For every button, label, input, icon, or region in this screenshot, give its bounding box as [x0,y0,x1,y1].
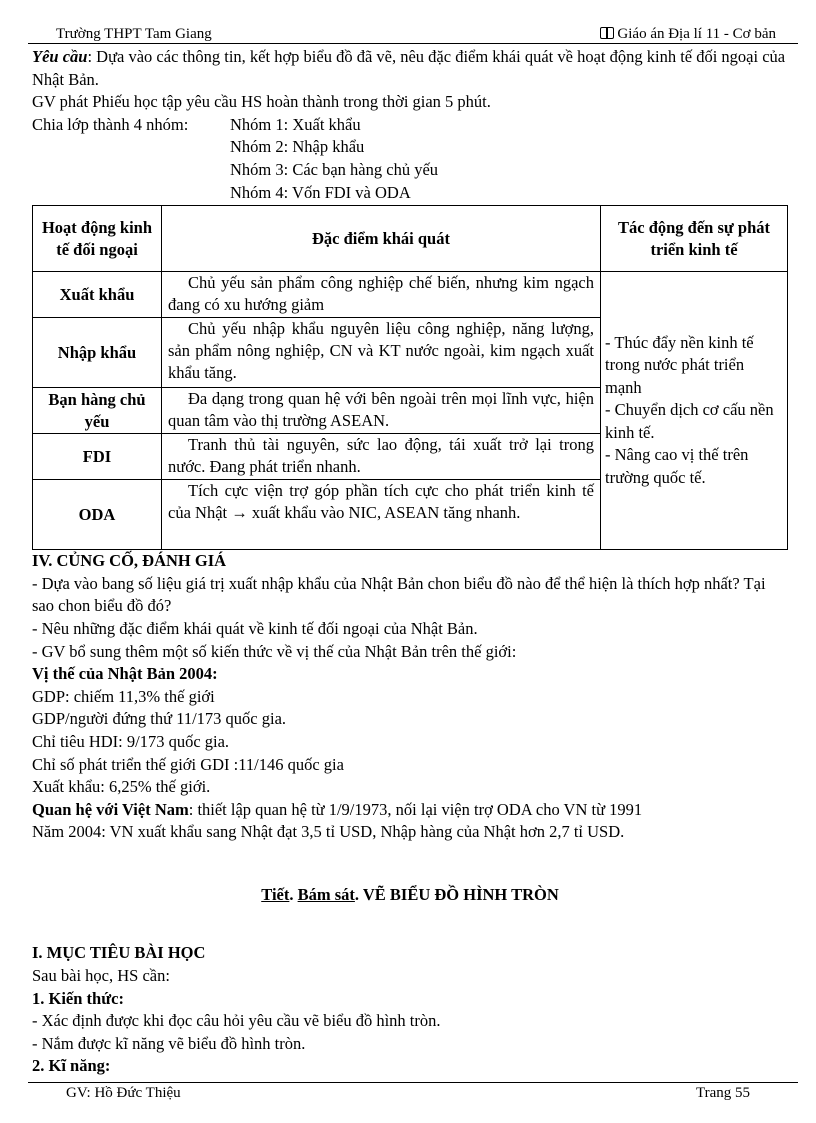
requirement-label: Yêu cầu [32,47,88,66]
document-title [600,26,776,43]
desc-export: Chủ yếu sản phẩm công nghiệp chế biến, nhưng kim ngạch đang có xu hướng giảm [162,272,601,318]
page-number: Trang 55 [695,1085,750,1101]
economic-activity-table [32,205,788,550]
objectives-heading: I. MỤC TIÊU BÀI HỌC [32,943,206,963]
group-3: Nhóm 3: Các bạn hàng chủ yếu [230,159,439,179]
vietnam-relation-label: Quan hệ với Việt Nam [32,799,189,819]
review-item-2: - Nêu những đặc điểm khái quát về kinh tế đối ngoại của Nhật Bản. [32,618,478,638]
impact-2: - Chuyển dịch cơ cấu nền kinh tế. [605,400,774,442]
impact-3: - Nâng cao vị thế trên trường quốc tế. [605,445,749,487]
table-row [33,272,788,318]
objectives-intro: Sau bài học, HS cần: [32,966,170,986]
vietnam-trade-2004: Năm 2004: VN xuất khẩu sang Nhật đạt 3,5 tỉ USD, Nhập hàng của Nhật hơn 2,7 tỉ USD. [32,822,625,842]
lesson-title: Tiết. Bám sát. VẼ BIỂU ĐỒ HÌNH TRÒN [261,884,559,904]
desc-import: Chủ yếu nhập khẩu nguyên liệu công nghiệp, năng lượng, sản phẩm nông nghiệp, CN và KT nước ngoài, kim ngạch xuất khẩu tăng. [162,318,601,388]
assignment-text: GV phát Phiếu học tập yêu cầu HS hoàn thành trong thời gian 5 phút. [32,92,491,112]
header-impact: Tác động đến sự phát triển kinh tế [601,206,788,272]
group-split-line [32,114,788,137]
group-split-label: Chia lớp thành 4 nhóm: [32,114,189,134]
page-content [32,46,788,1078]
activity-oda: ODA [33,480,162,550]
table-header-row [33,206,788,272]
fact-gdp: GDP: chiếm 11,3% thế giới [32,686,215,706]
review-item-3: - GV bổ sung thêm một số kiến thức về vị thế của Nhật Bản trên thế giới: [32,641,517,661]
desc-fdi: Tranh thủ tài nguyên, sức lao động, tái xuất trở lại trong nước. Đang phát triển nhanh. [162,434,601,480]
page-header [56,26,776,43]
fact-gdp-per-capita: GDP/người đứng thứ 11/173 quốc gia. [32,709,287,729]
school-name: Trường THPT Tam Giang [56,26,212,42]
desc-oda: Tích cực viện trợ góp phần tích cực cho phát triển kinh tế của Nhật → xuất khẩu vào NIC, ASEAN tăng nhanh. [162,480,601,550]
vietnam-relation [32,799,788,822]
vietnam-relation-text: : thiết lập quan hệ từ 1/9/1973, nối lại viện trợ ODA cho VN từ 1991 [188,799,643,819]
lesson-bam-sat: Bám sát [297,884,355,904]
impact-cell [601,272,788,550]
knowledge-item-2: - Nắm được kĩ năng vẽ biểu đồ hình tròn. [32,1033,306,1053]
activity-partners: Bạn hàng chủ yếu [33,388,162,434]
requirement-text: : Dựa vào các thông tin, kết hợp biểu đồ đã vẽ, nêu đặc điểm khái quát về hoạt động kinh tế đối ngoại của Nhật Bản. [32,47,786,89]
author: GV: Hồ Đức Thiệu [66,1085,181,1101]
document-title-text: Giáo án Địa lí 11 - Cơ bản [617,26,776,42]
review-item-1: - Dựa vào bang số liệu giá trị xuất nhập khẩu của Nhật Bản chon biểu đồ nào để thể hiện là thích hợp nhất? Tại sao chon biểu đồ đó? [32,573,766,616]
position-heading: Vị thế của Nhật Bản 2004 [32,664,213,684]
header-rule [28,43,798,44]
section-4-heading: IV. CỦNG CỐ, ĐÁNH GIÁ [32,551,227,571]
group-4: Nhóm 4: Vốn FDI và ODA [230,182,411,202]
skills-heading: 2. Kĩ năng: [32,1056,111,1076]
lesson-title-text: VẼ BIỂU ĐỒ HÌNH TRÒN [362,884,559,904]
lesson-tiet: Tiết [261,884,290,904]
book-icon [600,27,614,39]
fact-gdi: Chỉ số phát triển thế giới GDI :11/146 quốc gia [32,754,344,774]
knowledge-heading: 1. Kiến thức: [32,988,124,1008]
group-2: Nhóm 2: Nhập khẩu [230,137,365,157]
footer-rule [28,1082,798,1083]
activity-import: Nhập khẩu [33,318,162,388]
position-heading-line: Vị thế của Nhật Bản 2004: [32,664,218,684]
desc-partners: Đa dạng trong quan hệ với bên ngoài trên mọi lĩnh vực, hiện quan tâm vào thị trường ASEAN. [162,388,601,434]
requirement-paragraph [32,46,788,91]
header-activity: Hoạt động kinh tế đối ngoại [33,206,162,272]
activity-export: Xuất khẩu [33,272,162,318]
impact-1: - Thúc đẩy nền kinh tế trong nước phát triển mạnh [605,332,754,397]
activity-fdi: FDI [33,434,162,480]
header-characteristics: Đặc điểm khái quát [162,206,601,272]
knowledge-item-1: - Xác định được khi đọc câu hỏi yêu cầu vẽ biểu đồ hình tròn. [32,1011,441,1031]
fact-export: Xuất khẩu: 6,25% thế giới. [32,777,211,797]
fact-hdi: Chỉ tiêu HDI: 9/173 quốc gia. [32,731,230,751]
group-1: Nhóm 1: Xuất khẩu [230,114,361,134]
